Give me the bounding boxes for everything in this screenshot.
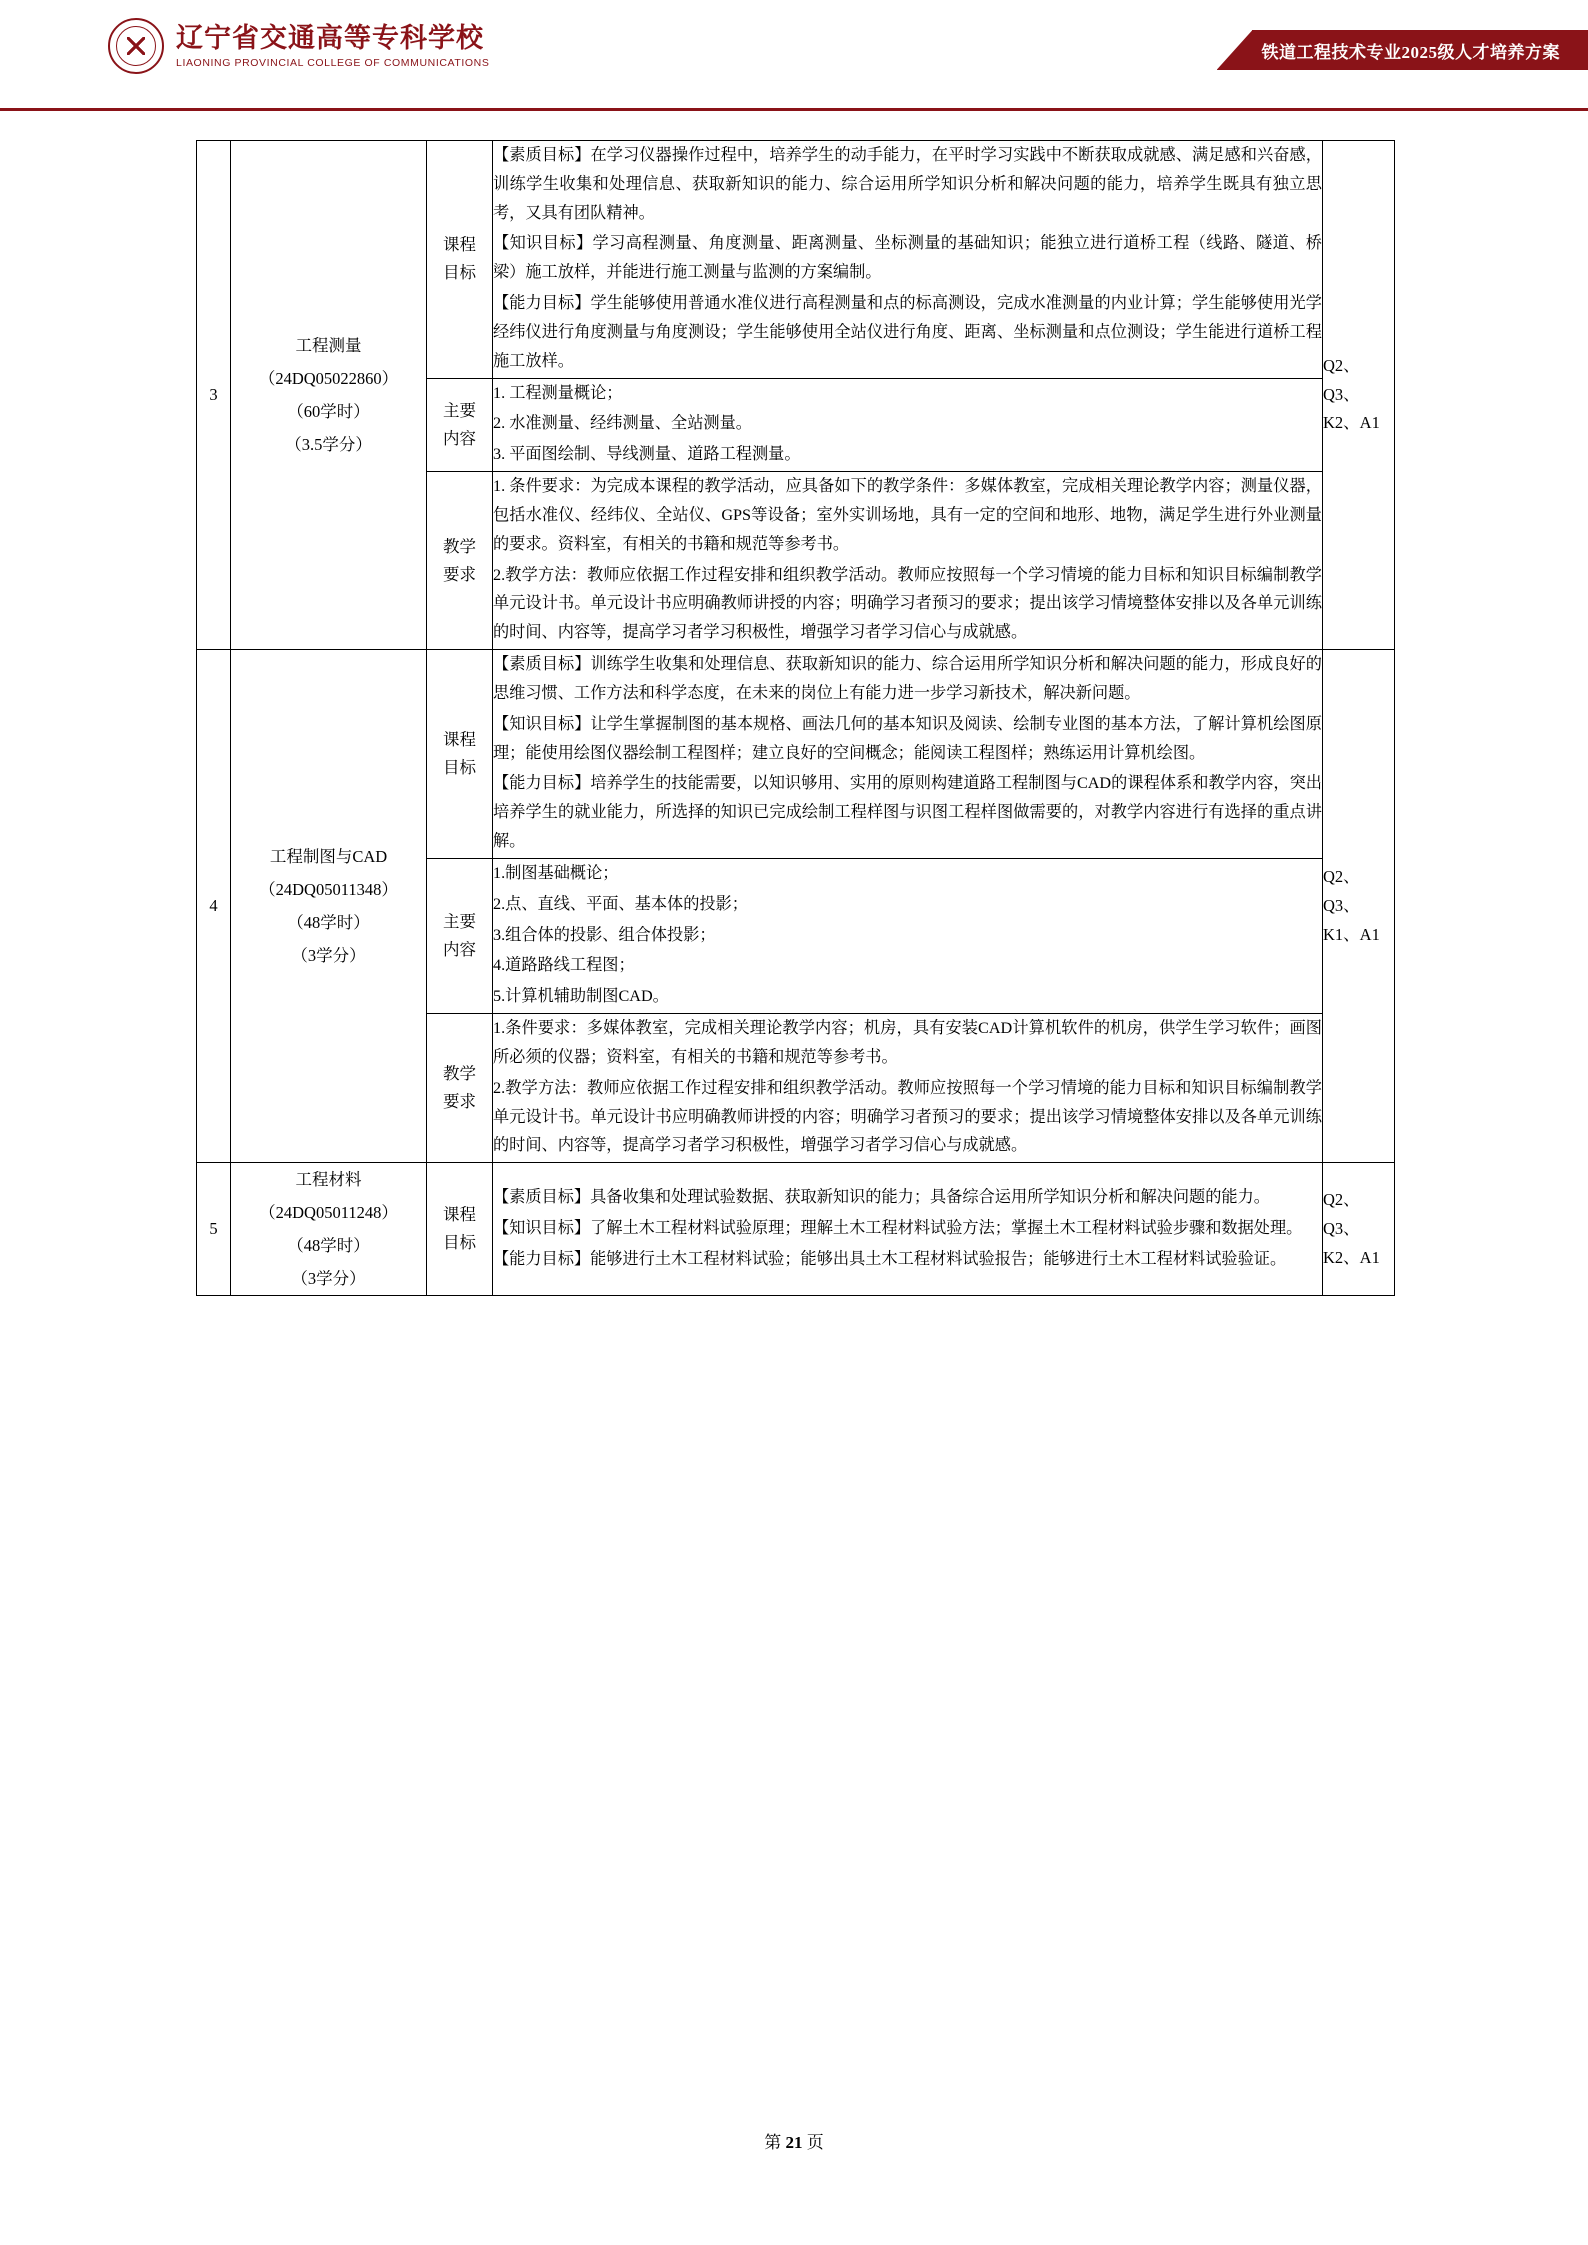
course-name: 工程材料	[295, 1170, 362, 1190]
paragraph: 【素质目标】在学习仪器操作过程中，培养学生的动手能力，在平时学习实践中不断获取成就感、满足感和兴奋感，训练学生收集和处理信息、获取新知识的能力、综合运用所学知识分析和解决问题的能力，培养学生既具有独立思考，又具有团队精神。	[493, 146, 1322, 222]
course-code: （24DQ05011348）	[259, 880, 398, 900]
paragraph: 2. 水准测量、经纬测量、全站测量。	[493, 414, 752, 433]
paragraph: 【素质目标】训练学生收集和处理信息、获取新知识的能力、综合运用所学知识分析和解决问题的能力，形成良好的思维习惯、工作方法和科学态度，在未来的岗位上有能力进一步学习新技术，解决新问题。	[493, 655, 1322, 702]
section-content	[493, 650, 1323, 859]
course-table-area	[196, 140, 1394, 1296]
section-label: 课程 目标	[427, 141, 493, 379]
paragraph: 【素质目标】具备收集和处理试验数据、获取新知识的能力；具备综合运用所学知识分析和解决问题的能力。	[493, 1187, 1270, 1206]
paragraph: 3.组合体的投影、组合体投影；	[493, 925, 716, 944]
section-content	[493, 1014, 1323, 1163]
header-banner	[1217, 30, 1588, 70]
section-content	[493, 378, 1323, 471]
section-content	[493, 141, 1323, 379]
paragraph: 【能力目标】能够进行土木工程材料试验；能够出具土木工程材料试验报告；能够进行土木工程材料试验验证。	[493, 1249, 1287, 1268]
outcome-code: Q2、Q3、K2、A1	[1323, 1163, 1395, 1296]
section-label: 课程 目标	[427, 1163, 493, 1296]
paragraph: 【能力目标】培养学生的技能需要，以知识够用、实用的原则构建道路工程制图与CAD的课程体系和教学内容，突出培养学生的就业能力，所选择的知识已完成绘制工程样图与识图工程样图做需要的，对教学内容进行有选择的重点讲解。	[493, 774, 1322, 851]
course-info-cell	[231, 650, 427, 1163]
course-credits: （3学分）	[291, 946, 366, 966]
school-name-block	[176, 23, 489, 68]
table-row	[197, 1163, 1395, 1296]
outcome-code: Q2、Q3、K1、A1	[1323, 650, 1395, 1163]
paragraph: 【知识目标】了解土木工程材料试验原理；理解土木工程材料试验方法；掌握土木工程材料试验步骤和数据处理。	[493, 1218, 1303, 1237]
paragraph: 2.教学方法：教师应依据工作过程安排和组织教学活动。教师应按照每一个学习情境的能力目标和知识目标编制教学单元设计书。单元设计书应明确教师讲授的内容；明确学习者预习的要求；提出该学习情境整体安排以及各单元训练的时间、内容等，提高学习者学习积极性，增强学习者学习信心与成就感。	[493, 565, 1322, 642]
course-info-cell	[231, 1163, 427, 1296]
course-credits: （3学分）	[291, 1269, 366, 1289]
course-hours: （48学时）	[287, 1236, 370, 1256]
paragraph: 1.制图基础概论；	[493, 863, 619, 882]
course-hours: （60学时）	[287, 402, 370, 422]
footer-suffix: 页	[806, 2133, 824, 2152]
section-content	[493, 1163, 1323, 1296]
paragraph: 2.教学方法：教师应依据工作过程安排和组织教学活动。教师应按照每一个学习情境的能力目标和知识目标编制教学单元设计书。单元设计书应明确教师讲授的内容；明确学习者预习的要求；提出该学习情境整体安排以及各单元训练的时间、内容等，提高学习者学习积极性，增强学习者学习信心与成就感。	[493, 1078, 1322, 1155]
course-credits: （3.5学分）	[285, 435, 372, 455]
page-footer	[0, 2128, 1588, 2153]
page-number: 21	[785, 2133, 803, 2152]
course-table	[196, 140, 1395, 1296]
paragraph: 1.条件要求：多媒体教室，完成相关理论教学内容；机房，具有安装CAD计算机软件的机房，供学生学习软件；画图所必须的仪器；资料室，有相关的书籍和规范等参考书。	[493, 1019, 1322, 1066]
paragraph: 1. 条件要求：为完成本课程的教学活动，应具备如下的教学条件：多媒体教室，完成相关理论教学内容；测量仪器，包括水准仪、经纬仪、全站仪、GPS等设备；室外实训场地，具有一定的空间和地形、地物，满足学生进行外业测量的要求。资料室，有相关的书籍和规范等参考书。	[493, 477, 1322, 553]
section-content	[493, 472, 1323, 650]
banner-slant	[1217, 30, 1253, 70]
school-name-cn: 辽宁省交通高等专科学校	[176, 23, 484, 54]
row-number: 4	[197, 650, 231, 1163]
banner-title: 铁道工程技术专业2025级人才培养方案	[1252, 30, 1588, 70]
outcome-code: Q2、Q3、K2、A1	[1323, 141, 1395, 650]
header-divider	[0, 108, 1588, 111]
section-label: 课程 目标	[427, 650, 493, 859]
paragraph: 【知识目标】让学生掌握制图的基本规格、画法几何的基本知识及阅读、绘制专业图的基本方法，了解计算机绘图原理；能使用绘图仪器绘制工程图样；建立良好的空间概念；能阅读工程图样；熟练运用计算机绘图。	[493, 714, 1322, 762]
course-name: 工程测量	[295, 336, 362, 356]
paragraph: 【知识目标】学习高程测量、角度测量、距离测量、坐标测量的基础知识；能独立进行道桥工程（线路、隧道、桥梁）施工放样，并能进行施工测量与监测的方案编制。	[493, 234, 1322, 282]
course-info-cell	[231, 141, 427, 650]
table-row	[197, 141, 1395, 379]
course-name: 工程制图与CAD	[269, 847, 388, 867]
footer-prefix: 第	[764, 2133, 782, 2152]
paragraph: 2.点、直线、平面、基本体的投影；	[493, 894, 748, 913]
paragraph: 5.计算机辅助制图CAD。	[493, 987, 669, 1006]
section-label: 教学 要求	[427, 472, 493, 650]
section-label: 主要 内容	[427, 378, 493, 471]
paragraph: 4.道路路线工程图；	[493, 956, 635, 975]
school-seal-icon	[108, 18, 164, 74]
paragraph: 1. 工程测量概论；	[493, 383, 623, 402]
course-hours: （48学时）	[287, 913, 370, 933]
paragraph: 【能力目标】学生能够使用普通水准仪进行高程测量和点的标高测设，完成水准测量的内业计算；学生能够使用光学经纬仪进行角度测量与角度测设；学生能够使用全站仪进行角度、距离、坐标测量和点位测设；学生能进行道桥工程施工放样。	[493, 294, 1322, 370]
section-label: 主要 内容	[427, 858, 493, 1013]
table-row	[197, 650, 1395, 859]
row-number: 3	[197, 141, 231, 650]
paragraph: 3. 平面图绘制、导线测量、道路工程测量。	[493, 445, 801, 464]
section-content	[493, 858, 1323, 1013]
course-code: （24DQ05011248）	[259, 1203, 398, 1223]
row-number: 5	[197, 1163, 231, 1296]
school-name-en: LIAONING PROVINCIAL COLLEGE OF COMMUNICATIONS	[176, 56, 490, 69]
section-label: 教学 要求	[427, 1014, 493, 1163]
school-logo	[108, 18, 489, 74]
page-header	[0, 0, 1588, 110]
course-code: （24DQ05022860）	[258, 369, 399, 389]
